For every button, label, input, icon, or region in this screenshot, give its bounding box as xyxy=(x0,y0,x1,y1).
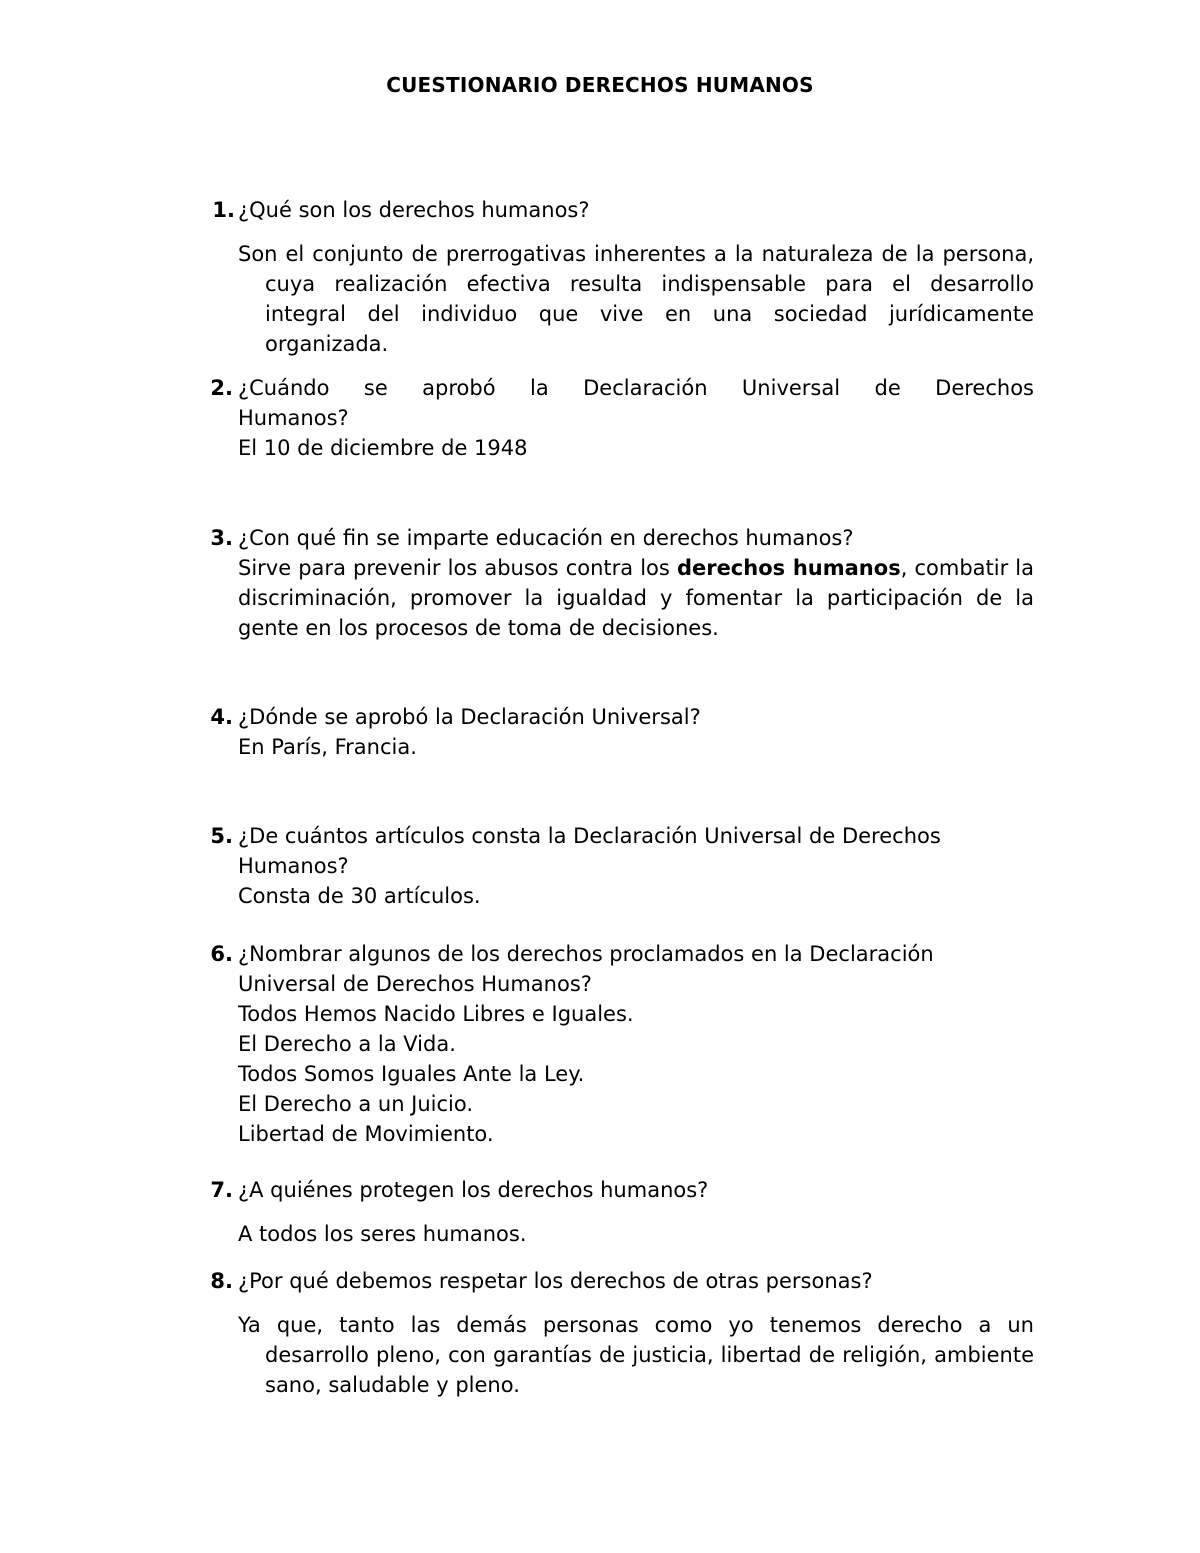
answer-text: Sirve para prevenir los abusos contra los derechos humanos, combatir la discriminación, promover la igualdad y fomentar la participación de la gente en los procesos de toma de decisiones. xyxy=(238,556,1035,640)
question-1 xyxy=(200,195,1034,359)
question-text: ¿Nombrar algunos de los derechos proclamados en la Declaración Universal de Derechos Humanos? xyxy=(238,942,934,996)
question-text: ¿Qué son los derechos humanos? xyxy=(238,198,590,222)
question-5 xyxy=(200,821,1034,911)
question-text: ¿A quiénes protegen los derechos humanos? xyxy=(238,1178,709,1202)
question-8 xyxy=(200,1266,1034,1400)
question-4 xyxy=(200,702,1034,762)
question-2 xyxy=(200,373,1034,463)
list-item: El Derecho a un Juicio. xyxy=(238,1092,474,1116)
question-number: 8. xyxy=(210,1269,233,1293)
list-item: Libertad de Movimiento. xyxy=(238,1122,494,1146)
highlighted-term: derechos humanos xyxy=(676,556,901,580)
question-number: 3. xyxy=(210,526,233,550)
question-6 xyxy=(200,939,1034,1149)
question-number: 6. xyxy=(210,942,233,966)
question-text: ¿Dónde se aprobó la Declaración Universal? xyxy=(238,705,701,729)
question-3 xyxy=(200,523,1034,643)
answer-text: Son el conjunto de prerrogativas inherentes a la naturaleza de la persona, cuya realización efectiva resulta indispensable para el desarrollo integral del individuo que vive en una sociedad jurídicamente organizada. xyxy=(238,242,1034,356)
question-text: ¿Por qué debemos respetar los derechos de otras personas? xyxy=(238,1269,873,1293)
answer-text: En París, Francia. xyxy=(238,735,417,759)
list-item: Todos Hemos Nacido Libres e Iguales. xyxy=(238,1002,634,1026)
answer-text: Ya que, tanto las demás personas como yo tenemos derecho a un desarrollo pleno, con garantías de justicia, libertad de religión, ambiente sano, saludable y pleno. xyxy=(238,1313,1034,1397)
list-item: Todos Somos Iguales Ante la Ley. xyxy=(238,1062,585,1086)
answer-list xyxy=(238,999,1034,1149)
question-text: ¿Con qué fin se imparte educación en derechos humanos? xyxy=(238,526,854,550)
list-item: El Derecho a la Vida. xyxy=(238,1032,456,1056)
question-text: ¿De cuántos artículos consta la Declaración Universal de Derechos Humanos? xyxy=(238,824,941,878)
question-text: ¿Cuándo se aprobó la Declaración Universal de Derechos Humanos? xyxy=(238,376,1034,430)
question-number: 7. xyxy=(210,1178,233,1202)
question-number: 5. xyxy=(210,824,233,848)
question-7 xyxy=(200,1175,1034,1249)
question-number: 2. xyxy=(210,376,233,400)
answer-text: El 10 de diciembre de 1948 xyxy=(238,436,528,460)
question-number: 4. xyxy=(210,705,233,729)
document-title: CUESTIONARIO DERECHOS HUMANOS xyxy=(386,73,814,97)
question-number: 1. xyxy=(212,198,235,222)
answer-text: Consta de 30 artículos. xyxy=(238,884,481,908)
answer-text: A todos los seres humanos. xyxy=(238,1222,527,1246)
